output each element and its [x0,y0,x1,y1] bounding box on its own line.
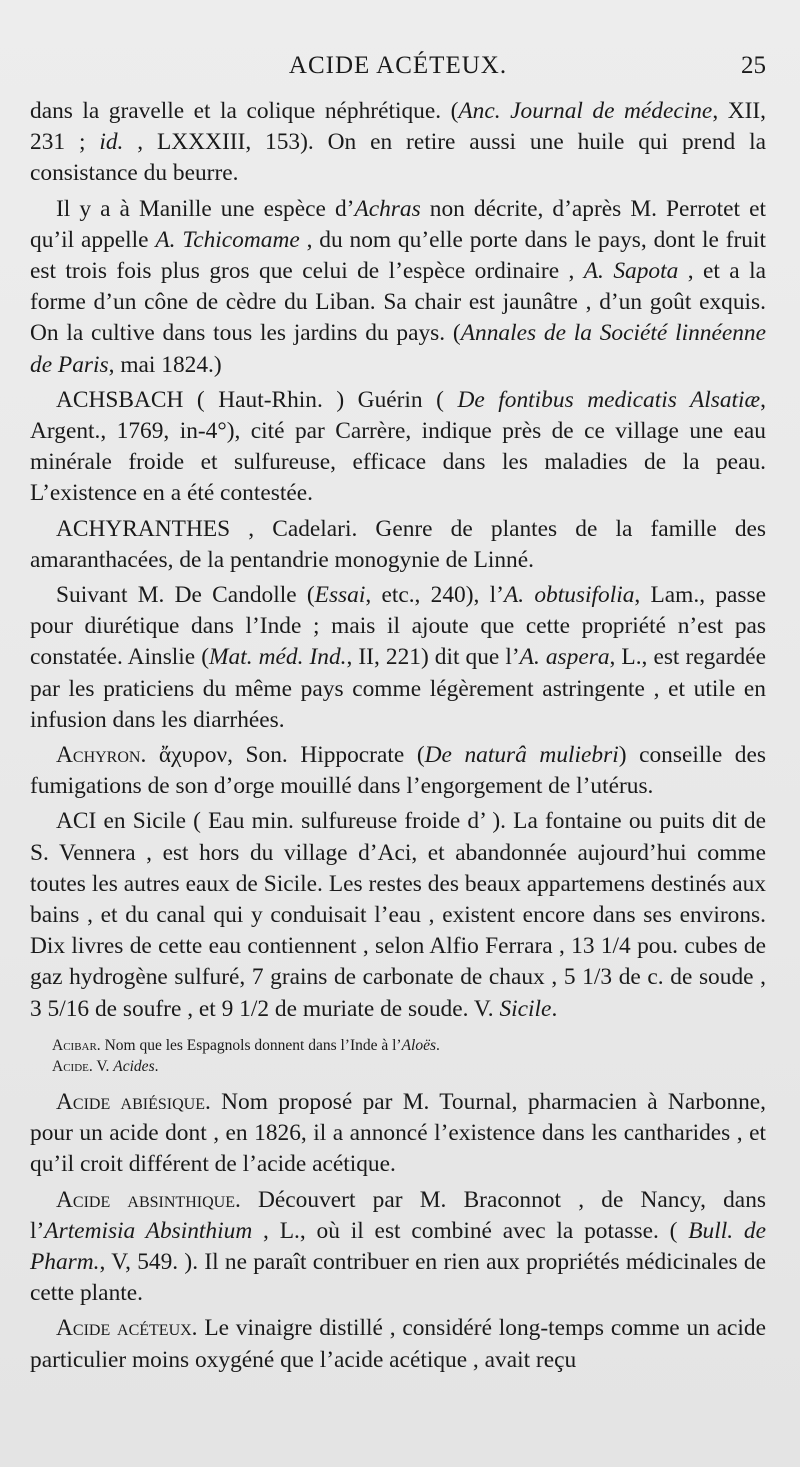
entry-aci [30,806,766,1024]
text-span: , II, 221) dit que l’ [346,644,520,671]
citation: Bull. de Pharm. [30,1217,766,1275]
text-span: ACHYRANTHES , Cadelari. Genre de plantes de la famille des amaranthacées, de la pentandrie monogynie de Linné. [30,515,766,573]
paragraph-de-candolle [30,580,766,736]
species-name: A. Sapota [583,258,679,285]
cross-reference: Sicile [499,995,552,1022]
text-span: non décrite, d’après M. Perrotet et qu’il appelle [30,195,766,253]
cross-reference: Aloës [401,1036,437,1054]
citation: id. [99,129,124,156]
entry-acide-aceteux [30,1313,766,1375]
text-span: . [436,1036,440,1054]
text-span: , Son. Hippocrate ( [227,742,425,769]
citation: Annales de la Société linnéenne de Paris [30,320,766,378]
citation: Mat. méd. Ind. [209,644,347,671]
text-span: , du nom qu’elle porte dans le pays, dont le fruit est trois fois plus gros que celui de l’espèce ordinaire , [30,226,767,285]
cross-reference: Acides [113,1057,155,1075]
text-span: . [551,995,558,1022]
running-head: ACIDE ACÉTEUX. [288,52,508,79]
entry-headword: Acide acéteux. [56,1315,198,1342]
species-name: Achras [354,195,421,222]
species-name: Artemisia Absinthium [44,1217,253,1244]
text-span: Découvert par M. Braconnot , de Nancy, dans l’ [30,1186,766,1244]
entry-headword: Acibar. [52,1036,101,1054]
entry-acide [30,1056,766,1077]
text-span: . [154,1057,159,1075]
citation: Essai [314,582,366,609]
entry-achyron [30,740,766,802]
entry-acibar [30,1035,766,1056]
text-span: , V, 549. ). Il ne paraît contribuer en rien aux propriétés médicinales de cette plante. [30,1248,766,1307]
text-span: V. [92,1057,114,1075]
text-span: ACHSBACH ( Haut-Rhin. ) Guérin ( [56,386,458,413]
text-span: Nom proposé par M. Tournal, pharmacien à Narbonne, pour un acide dont , en 1826, il a annoncé l’existence dans les cantharides , et qu’il croit différent de l’acide acétique. [30,1088,766,1178]
entry-acide-absinthique [30,1185,766,1310]
entry-achsbach [30,385,766,510]
text-span: , L., où il est combiné avec la potasse. ( [252,1217,689,1244]
text-span: , XII, 231 ; [30,98,767,156]
text-span: , et a la forme d’un cône de cèdre du Liban. Sa chair est jaunâtre , d’un goût exquis. On la cultive dans tous les jardins du pays. ( [30,258,766,347]
text-span: dans la gravelle et la colique néphrétique. ( [30,98,459,124]
entry-headword: Achyron. [56,742,159,769]
paragraph-gravelle [30,96,766,190]
text-span: , Argent., 1769, in-4°), cité par Carrère, indique près de ce village une eau minérale froide et sulfureuse, efficace dans les maladies de la peau. L’existence en a été contestée. [30,386,766,507]
entry-acide-abiesique [30,1087,766,1181]
page-header [30,52,766,96]
text-span: , LXXXIII, 153). On en retire aussi une huile qui prend la consistance du beurre. [30,129,767,187]
text-span: ACI en Sicile ( Eau min. sulfureuse froide d’ ). La fontaine ou puits dit de S. Vennera , est hors du village d’Aci, et abandonnée aujourd’hui comme toutes les autres eaux de Sicile. Les restes des beaux appartemens destinés aux bains , et du canal qui y conduisait l’eau , existent encore dans ses environs. Dix livres de cette eau contiennent , selon Alfio Ferrara , 13 1/4 pou. cubes de gaz hydrogène sulfuré, 7 grains de carbonate de chaux , 5 1/3 de c. de soude , 3 5/16 de soufre , et 9 1/2 de muriate de soude. V. [30,808,766,1022]
entry-headword: Acide. [52,1057,93,1075]
page-number: 25 [741,52,766,79]
greek-word: ἄχυρον [158,742,228,769]
entry-headword: Acide absinthique. [56,1186,241,1213]
species-name: A. Tchicomame [155,226,300,253]
text-span: , mai 1824.) [108,351,222,378]
text-span: Il y a à Manille une espèce d’ [56,195,355,222]
citation: De naturâ muliebri [424,742,619,769]
text-span: , Lam., passe pour diurétique dans l’Inde ; mais il ajoute que cette propriété n’est pas constatée. Ainslie ( [30,582,766,671]
species-name: A. obtusifolia [503,582,635,609]
text-span: Suivant M. De Candolle ( [56,582,315,609]
paragraph-achras [30,194,766,381]
entry-headword: Acide abiésique. [56,1088,211,1115]
text-span: , L., est regardée par les praticiens du même pays comme légèrement astringente , et utile en infusion dans les diarrhées. [30,644,766,733]
citation: Anc. Journal de médecine [458,98,713,124]
text-span: Nom que les Espagnols donnent dans l’Inde à l’ [100,1036,402,1054]
species-name: A. aspera [519,644,610,671]
text-span: ) conseille des fumigations de son d’orge mouillé dans l’engorgement de l’utérus. [30,742,766,800]
citation: De fontibus medicatis Alsatiæ [457,386,761,413]
text-span: , etc., 240), l’ [365,582,504,609]
text-span: Le vinaigre distillé , considéré long-temps comme un acide particulier moins oxygéné que l’acide acétique , avait reçu [30,1315,766,1373]
entry-achyranthes [30,514,766,576]
body-text [30,96,766,1376]
